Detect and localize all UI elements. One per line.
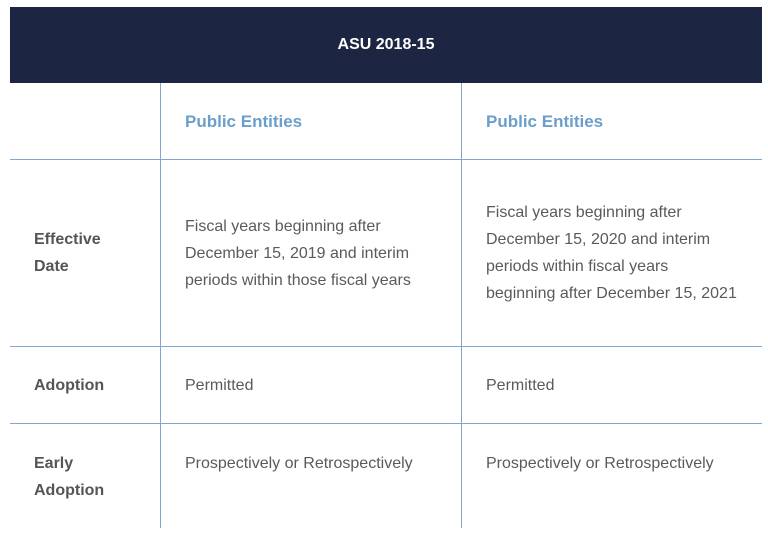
row-label-effective-date: Effective Date — [10, 160, 160, 347]
row-label-early-adoption: Early Adoption — [34, 455, 105, 499]
cell-early-adoption-col1: Prospectively or Retrospectively — [160, 424, 461, 528]
asu-comparison-table — [10, 7, 762, 528]
cell-effective-date-col2: Fiscal years beginning after December 15, 2020 and interim periods within fiscal years beginning after December 15, 2021 — [461, 160, 762, 347]
cell-effective-date-col1: Fiscal years beginning after December 15, 2019 and interim periods within those fiscal years — [160, 160, 461, 347]
column-header-public-entities-2: Public Entities — [461, 83, 762, 160]
table-grid — [10, 83, 762, 528]
table-title: ASU 2018-15 — [10, 7, 762, 83]
column-header-public-entities-1: Public Entities — [160, 83, 461, 160]
cell-adoption-col1: Permitted — [160, 347, 461, 424]
header-empty-cell — [10, 83, 160, 160]
cell-adoption-col2: Permitted — [461, 347, 762, 424]
row-label-adoption: Adoption — [10, 347, 160, 424]
cell-early-adoption-col2: Prospectively or Retrospectively — [461, 424, 762, 528]
